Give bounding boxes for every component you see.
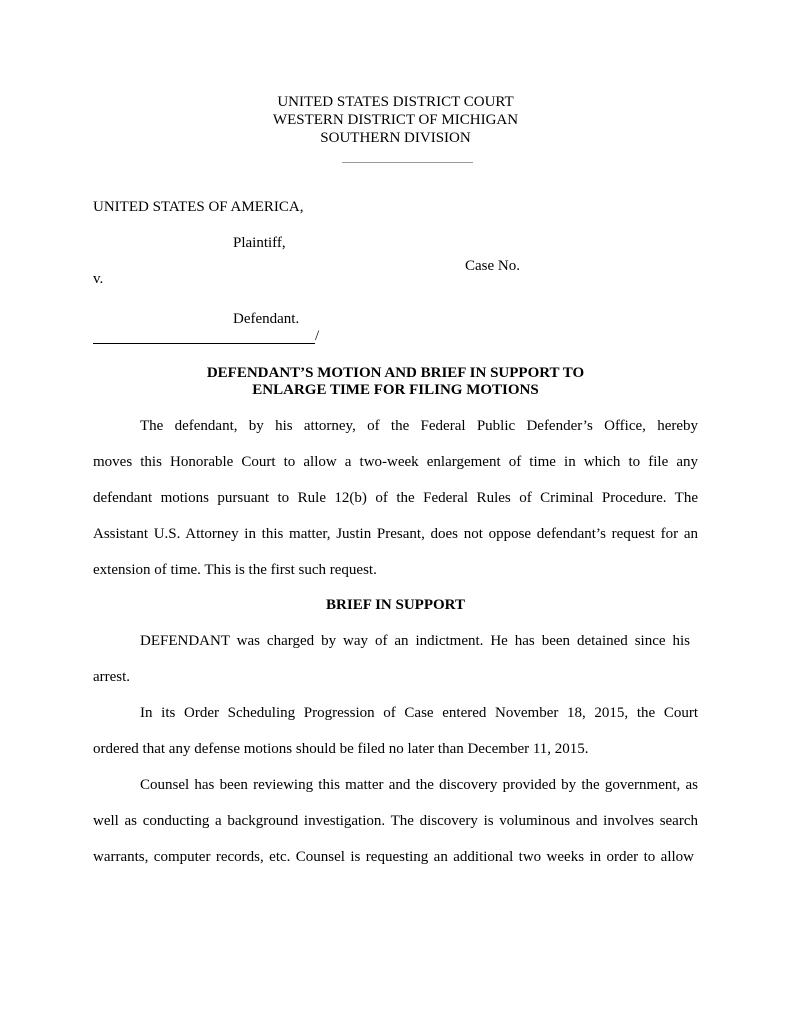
motion-line: defendant motions pursuant to Rule 12(b) of the Federal Rules of Criminal Procedure. The [93,490,698,506]
brief-line: DEFENDANT was charged by way of an indictment. He has been detained since his [140,633,690,649]
motion-paragraph [93,417,698,597]
brief-line: arrest. [93,669,131,685]
motion-title-line2: ENLARGE TIME FOR FILING MOTIONS [252,382,539,398]
case-number-label: Case No. [465,258,520,274]
caption-underline [93,343,315,344]
court-district: WESTERN DISTRICT OF MICHIGAN [272,112,519,128]
brief-line: ordered that any defense motions should be filed no later than December 11, 2015. [93,741,589,757]
versus: v. [93,271,104,287]
brief-paragraph-1 [93,632,690,704]
caption-slash: / [315,328,320,344]
plaintiff-name: UNITED STATES OF AMERICA, [93,199,304,215]
brief-paragraph-3 [93,776,698,884]
court-division: SOUTHERN DIVISION [320,130,471,146]
motion-line: The defendant, by his attorney, of the Federal Public Defender’s Office, hereby [140,418,698,434]
motion-line: extension of time. This is the first such request. [93,562,377,578]
defendant-role: Defendant. [233,311,300,327]
brief-line: Counsel has been reviewing this matter and the discovery provided by the government, as [140,777,698,793]
plaintiff-role: Plaintiff, [233,235,286,251]
header-divider [342,162,473,163]
brief-paragraph-2 [93,704,698,776]
brief-line: In its Order Scheduling Progression of Case entered November 18, 2015, the Court [140,705,698,721]
court-name: UNITED STATES DISTRICT COURT [277,94,514,110]
brief-line: well as conducting a background investigation. The discovery is voluminous and involves search [93,813,698,829]
brief-line: warrants, computer records, etc. Counsel is requesting an additional two weeks in order to allow [93,849,694,865]
brief-heading: BRIEF IN SUPPORT [326,597,465,613]
motion-line: moves this Honorable Court to allow a two-week enlargement of time in which to file any [93,454,698,470]
motion-title-line1: DEFENDANT’S MOTION AND BRIEF IN SUPPORT TO [206,365,585,381]
motion-line: Assistant U.S. Attorney in this matter, Justin Presant, does not oppose defendant’s request for an [93,526,698,542]
